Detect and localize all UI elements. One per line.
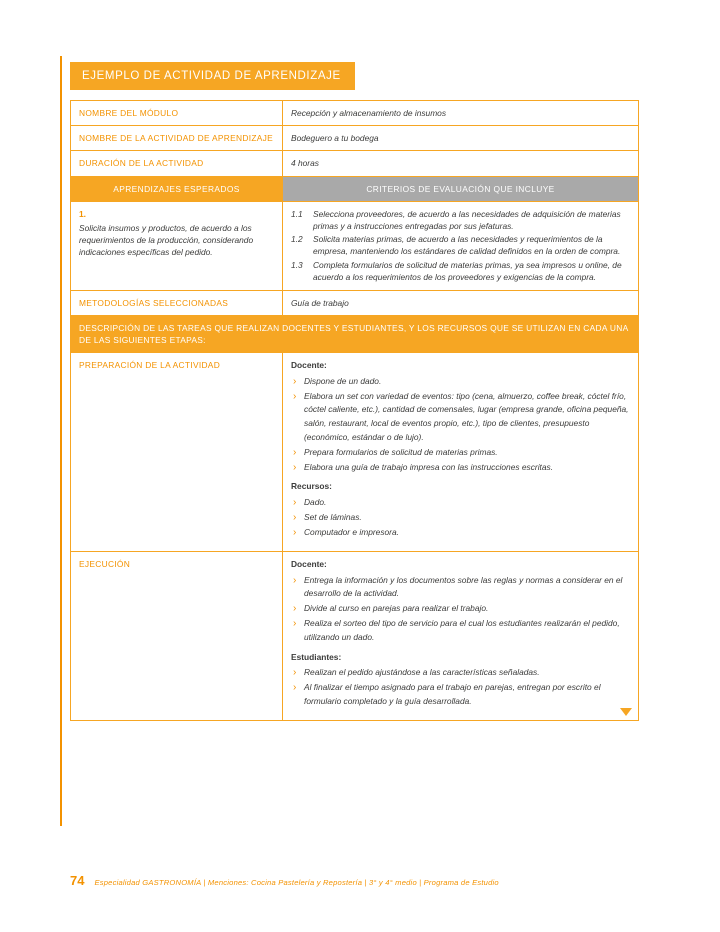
table-row <box>71 126 639 151</box>
stage-list <box>291 666 630 708</box>
stage-role-estudiantes: Estudiantes: <box>291 651 342 662</box>
table-row <box>71 101 639 126</box>
page-title: EJEMPLO DE ACTIVIDAD DE APRENDIZAJE <box>70 62 355 90</box>
activity-table <box>70 100 639 721</box>
module-name-value: Recepción y almacenamiento de insumos <box>283 101 639 126</box>
table-row <box>71 316 639 353</box>
list-item: › Elabora una guía de trabajo impresa con las instrucciones escritas. <box>291 461 630 475</box>
continues-arrow-icon <box>620 708 632 716</box>
stage-body-ejecucion <box>283 552 639 721</box>
learning-outcome-number: 1. <box>79 208 86 219</box>
table-row <box>71 151 639 176</box>
stage-list <box>291 574 630 645</box>
criteria-number: 1.3 <box>291 259 303 270</box>
duration-label: DURACIÓN DE LA ACTIVIDAD <box>71 151 283 176</box>
stage-list <box>291 496 630 540</box>
stage-label-ejecucion: EJECUCIÓN <box>71 552 283 721</box>
list-item: › Realiza el sorteo del tipo de servicio para el cual los estudiantes realizarán el pedido, utilizando un dado. <box>291 617 630 644</box>
list-item: › Entrega la información y los documentos sobre las reglas y normas a considerar en el desarrollo de la actividad. <box>291 574 630 601</box>
left-accent-rule <box>60 56 62 826</box>
description-bar: DESCRIPCIÓN DE LAS TAREAS QUE REALIZAN DOCENTES Y ESTUDIANTES, Y LOS RECURSOS QUE SE UTILIZAN EN CADA UNA DE LAS SIGUIENTES ETAPAS: <box>71 316 639 353</box>
list-item: › Dado. <box>291 496 630 510</box>
table-row <box>71 353 639 552</box>
methodology-value: Guía de trabajo <box>283 290 639 315</box>
table-header-row <box>71 176 639 201</box>
criteria-text: Selecciona proveedores, de acuerdo a las necesidades de adquisición de materias primas y a instrucciones entregadas por sus jefaturas. <box>313 208 621 231</box>
module-name-label: NOMBRE DEL MÓDULO <box>71 101 283 126</box>
list-item: › Prepara formularios de solicitud de materias primas. <box>291 446 630 460</box>
list-item: › Al finalizar el tiempo asignado para el trabajo en parejas, entregan por escrito el formulario completado y la guía desarrollada. <box>291 681 630 708</box>
criteria-text: Solicita materias primas, de acuerdo a las necesidades y requerimientos de la empresa, manteniendo los estándares de calidad definidos en la orden de compra. <box>313 234 621 257</box>
stage-role-recursos: Recursos: <box>291 481 332 492</box>
list-item: › Dispone de un dado. <box>291 375 630 389</box>
header-learning-outcomes: APRENDIZAJES ESPERADOS <box>71 176 283 201</box>
duration-value: 4 horas <box>283 151 639 176</box>
criteria-number: 1.2 <box>291 234 303 245</box>
criteria-item <box>291 259 630 283</box>
list-item: › Realizan el pedido ajustándose a las características señaladas. <box>291 666 630 680</box>
criteria-item <box>291 208 630 232</box>
stage-body-preparacion <box>283 353 639 552</box>
stage-role-docente: Docente: <box>291 559 327 570</box>
learning-outcome-text: Solicita insumos y productos, de acuerdo a los requerimientos de la producción, considerando indicaciones específicas del pedido. <box>79 222 254 258</box>
activity-name-label: NOMBRE DE LA ACTIVIDAD DE APRENDIZAJE <box>71 126 283 151</box>
learning-outcome-cell <box>71 201 283 290</box>
table-row <box>71 290 639 315</box>
stage-list <box>291 375 630 475</box>
table-row <box>71 552 639 721</box>
criteria-text: Completa formularios de solicitud de materias primas, ya sea impresos u online, de acuerdo a los requerimientos de los proveedores y exigencias de la compra. <box>313 259 622 282</box>
page-content <box>70 62 638 721</box>
list-item: › Elabora un set con variedad de eventos: tipo (cena, almuerzo, coffee break, cóctel frío, cóctel caliente, etc.), cantidad de comensales, lugar (empresa grande, oficina pequeña, salón, restaurant, local de eventos propio, etc.), tipo de clientes, presupuesto (económico, estándar o de lujo). <box>291 390 630 444</box>
methodology-label: METODOLOGÍAS SELECCIONADAS <box>71 290 283 315</box>
table-row <box>71 201 639 290</box>
activity-name-value: Bodeguero a tu bodega <box>283 126 639 151</box>
stage-role-docente: Docente: <box>291 360 327 371</box>
footer-text: Especialidad GASTRONOMÍA | Menciones: Cocina Pastelería y Repostería | 3° y 4° medio | Programa de Estudio <box>94 878 499 887</box>
list-item: › Divide al curso en parejas para realizar el trabajo. <box>291 602 630 616</box>
page-footer <box>70 873 650 888</box>
page-number: 74 <box>70 873 85 888</box>
criteria-number: 1.1 <box>291 208 303 219</box>
list-item: › Computador e impresora. <box>291 526 630 540</box>
criteria-item <box>291 233 630 257</box>
criteria-cell <box>283 201 639 290</box>
list-item: › Set de láminas. <box>291 511 630 525</box>
stage-label-preparacion: PREPARACIÓN DE LA ACTIVIDAD <box>71 353 283 552</box>
header-evaluation-criteria: CRITERIOS DE EVALUACIÓN QUE INCLUYE <box>283 176 639 201</box>
